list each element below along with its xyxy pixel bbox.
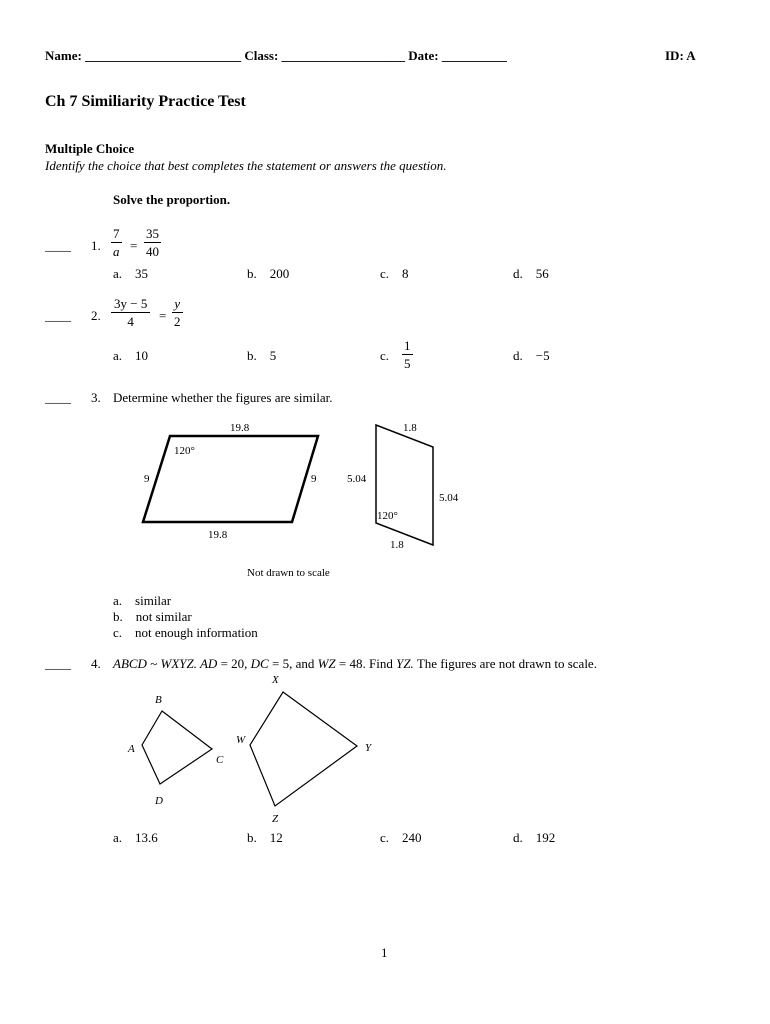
question-number-q4: 4. (91, 656, 101, 671)
stem-italic: WXYZ. AD (160, 656, 218, 671)
stem-italic: WZ (317, 656, 336, 671)
vertex-x-label: X (272, 674, 279, 686)
q2-lhs-denominator: 4 (111, 312, 150, 330)
option-letter: d. (513, 266, 523, 281)
q1-rhs-numerator: 35 (146, 226, 159, 241)
option-letter: b. (247, 348, 257, 363)
right-left-label: 5.04 (347, 473, 367, 485)
option-text: 12 (269, 830, 283, 845)
option-numerator: 1 (404, 338, 411, 353)
right-angle-label: 120° (377, 510, 398, 522)
q1-equals: = (130, 238, 138, 253)
option-text: 35 (135, 266, 149, 281)
quadrilateral-wxyz (250, 692, 357, 806)
vertex-z-label: Z (272, 813, 279, 825)
option-text: 5 (269, 348, 277, 363)
date-label: Date: (408, 48, 439, 63)
quadrilateral-abcd (142, 711, 212, 784)
option-letter: c. (380, 348, 390, 363)
stem-text: = 20, (217, 656, 251, 671)
vertex-y-label: Y (365, 742, 372, 754)
parallelogram-right (376, 425, 433, 545)
option-text: 56 (535, 266, 549, 281)
q1-lhs-denominator: a (113, 244, 120, 259)
option-q3-c[interactable] (113, 625, 258, 641)
question-number-q2: 2. (91, 308, 101, 323)
question-number-q1: 1. (91, 238, 101, 253)
q2-rhs-denominator: 2 (174, 314, 181, 329)
option-text: 10 (135, 348, 149, 363)
vertex-b-label: B (155, 694, 162, 706)
vertex-c-label: C (216, 754, 224, 766)
class-blank: ___________________ (281, 48, 406, 63)
option-text: −5 (535, 348, 550, 363)
answer-blank-q2: ____ (45, 308, 71, 323)
right-top-label: 1.8 (403, 422, 417, 434)
answer-blank-q3: ____ (45, 390, 71, 405)
page-number: 1 (381, 945, 388, 960)
option-letter: c. (380, 830, 390, 845)
vertex-a-label: A (128, 743, 135, 755)
left-right-label: 9 (311, 473, 317, 485)
option-letter: b. (247, 266, 257, 281)
parallelogram-left (143, 436, 318, 522)
right-right-label: 5.04 (439, 492, 459, 504)
question-number-q3: 3. (91, 390, 101, 405)
option-text: 13.6 (135, 830, 158, 845)
option-q3-b[interactable] (113, 609, 192, 625)
q2-rhs-numerator: y (174, 296, 181, 311)
option-q4-d[interactable] (513, 830, 555, 846)
q2-equals: = (159, 308, 167, 323)
option-text: not enough information (135, 625, 258, 640)
option-letter: d. (513, 348, 523, 363)
q1-lhs-numerator: 7 (113, 226, 120, 241)
answer-blank-q1: ____ (45, 238, 71, 253)
option-denominator: 5 (404, 356, 411, 371)
option-text: 192 (535, 830, 556, 845)
option-letter: b. (247, 830, 257, 845)
option-text: 240 (402, 830, 422, 845)
option-letter: a. (113, 830, 123, 845)
stem-text: ~ (146, 656, 161, 671)
stem-text: = 5, and (268, 656, 318, 671)
option-letter: d. (513, 830, 523, 845)
option-q3-a[interactable] (113, 593, 171, 609)
option-letter: b. (113, 609, 123, 624)
class-label: Class: (244, 48, 279, 63)
name-label: Name: (45, 48, 82, 63)
stem-text: The figures are not drawn to scale. (413, 656, 597, 671)
option-text: 200 (269, 266, 290, 281)
date-blank: __________ (441, 48, 507, 63)
right-bottom-label: 1.8 (390, 539, 404, 551)
question-text-q3: Determine whether the figures are similar. (113, 390, 333, 405)
left-top-label: 19.8 (230, 422, 250, 434)
section-instructions: Identify the choice that best completes the statement or answers the question. (45, 158, 447, 173)
left-angle-label: 120° (174, 445, 195, 457)
q1-rhs-denominator: 40 (146, 244, 159, 259)
left-left-label: 9 (144, 473, 150, 485)
stem-italic: DC (250, 656, 269, 671)
option-q4-a[interactable] (113, 830, 158, 846)
option-q4-c[interactable] (380, 830, 422, 846)
left-bottom-label: 19.8 (208, 529, 228, 541)
stem-italic: ABCD (113, 656, 147, 671)
option-text: similar (135, 593, 172, 608)
page-title: Ch 7 Similiarity Practice Test (45, 93, 246, 110)
id-label: ID: A (665, 48, 696, 63)
option-q4-b[interactable] (247, 830, 283, 846)
vertex-w-label: W (236, 734, 246, 746)
option-letter: a. (113, 348, 123, 363)
option-text: 8 (402, 266, 409, 281)
figure-caption: Not drawn to scale (247, 567, 330, 579)
name-blank: ________________________ (85, 48, 242, 63)
stem-text: = 48. Find (335, 656, 397, 671)
vertex-d-label: D (155, 795, 163, 807)
q2-lhs-numerator: 3y − 5 (114, 296, 148, 311)
stem-italic: YZ. (396, 656, 414, 671)
section-heading: Multiple Choice (45, 141, 135, 156)
option-text: not similar (135, 609, 192, 624)
option-letter: c. (380, 266, 390, 281)
subheading: Solve the proportion. (113, 192, 231, 207)
option-letter: a. (113, 266, 123, 281)
question-text-q4 (113, 656, 597, 672)
option-letter: c. (113, 625, 123, 640)
answer-blank-q4: ____ (45, 656, 71, 671)
option-letter: a. (113, 593, 123, 608)
